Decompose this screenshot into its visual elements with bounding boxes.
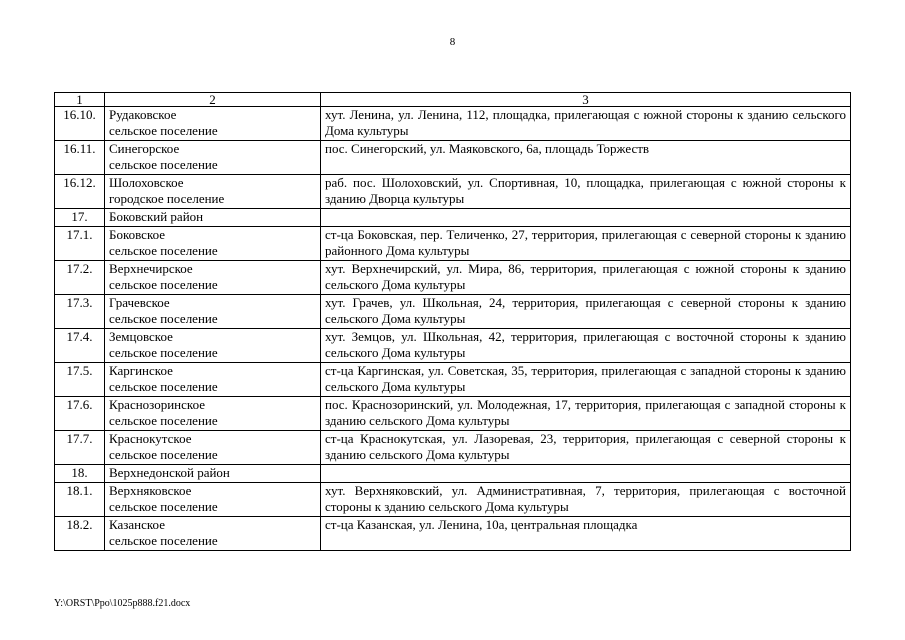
event-location-address: ст-ца Краснокутская, ул. Лазоревая, 23, территория, прилегающая с северной стороны к зданию сельского Дома культуры — [321, 431, 851, 465]
table-header-row — [55, 93, 851, 107]
row-number: 16.11. — [55, 141, 105, 175]
settlement-name-line: Каргинское — [109, 363, 173, 378]
table-row — [55, 431, 851, 465]
settlement-name — [105, 483, 321, 517]
settlement-name-line: сельское поселение — [109, 379, 218, 394]
table-row — [55, 209, 851, 227]
event-location-address: пос. Синегорский, ул. Маяковского, 6а, площадь Торжеств — [321, 141, 851, 175]
header-col-number: 1 — [55, 93, 105, 107]
header-col-address: 3 — [321, 93, 851, 107]
event-location-address: ст-ца Боковская, пер. Теличенко, 27, территория, прилегающая с северной стороны к зданию районного Дома культуры — [321, 227, 851, 261]
row-number: 16.12. — [55, 175, 105, 209]
row-number: 18.2. — [55, 517, 105, 551]
row-number: 17.5. — [55, 363, 105, 397]
table-row — [55, 227, 851, 261]
row-number: 17.6. — [55, 397, 105, 431]
settlement-name — [105, 431, 321, 465]
table-row — [55, 363, 851, 397]
settlement-name-line: Боковское — [109, 227, 166, 242]
row-number: 16.10. — [55, 107, 105, 141]
settlement-name — [105, 141, 321, 175]
settlement-name-line: сельское поселение — [109, 243, 218, 258]
row-number: 17.4. — [55, 329, 105, 363]
settlement-name-line: Грачевское — [109, 295, 170, 310]
settlement-name-line: Боковский район — [109, 209, 204, 224]
page-number: 8 — [449, 36, 456, 48]
row-number: 17.3. — [55, 295, 105, 329]
event-location-address — [321, 465, 851, 483]
row-number: 17. — [55, 209, 105, 227]
row-number: 17.2. — [55, 261, 105, 295]
settlement-name-line: Краснокутское — [109, 431, 192, 446]
settlement-name — [105, 329, 321, 363]
settlement-name-line: сельское поселение — [109, 311, 218, 326]
table-row — [55, 261, 851, 295]
table-row — [55, 107, 851, 141]
settlement-name — [105, 363, 321, 397]
event-location-address: ст-ца Казанская, ул. Ленина, 10а, центральная площадка — [321, 517, 851, 551]
table-row — [55, 517, 851, 551]
settlement-name-line: сельское поселение — [109, 447, 218, 462]
table-row — [55, 397, 851, 431]
settlement-name — [105, 465, 321, 483]
settlement-name-line: сельское поселение — [109, 277, 218, 292]
table-row — [55, 141, 851, 175]
settlement-name-line: Казанское — [109, 517, 165, 532]
settlement-name — [105, 517, 321, 551]
settlement-name-line: Верхняковское — [109, 483, 192, 498]
table-row — [55, 483, 851, 517]
settlement-name-line: Шолоховское — [109, 175, 184, 190]
settlement-name — [105, 107, 321, 141]
settlement-name-line: Синегорское — [109, 141, 180, 156]
event-location-address — [321, 209, 851, 227]
event-location-address: хут. Ленина, ул. Ленина, 112, площадка, прилегающая с южной стороны к зданию сельского Дома культуры — [321, 107, 851, 141]
row-number: 18. — [55, 465, 105, 483]
settlement-name — [105, 227, 321, 261]
row-number: 18.1. — [55, 483, 105, 517]
event-location-address: хут. Верхняковский, ул. Административная, 7, территория, прилегающая с восточной стороны к зданию сельского Дома культуры — [321, 483, 851, 517]
table-row — [55, 465, 851, 483]
settlement-name-line: сельское поселение — [109, 345, 218, 360]
table-row — [55, 175, 851, 209]
settlement-name — [105, 175, 321, 209]
table-row — [55, 329, 851, 363]
settlement-name-line: городское поселение — [109, 191, 225, 206]
event-location-address: раб. пос. Шолоховский, ул. Спортивная, 10, площадка, прилегающая с южной стороны к зданию Дворца культуры — [321, 175, 851, 209]
footer-file-path: Y:\ORST\Ppo\1025p888.f21.docx — [54, 598, 191, 609]
settlement-name-line: сельское поселение — [109, 123, 218, 138]
event-location-address: ст-ца Каргинская, ул. Советская, 35, территория, прилегающая с западной стороны к зданию сельского Дома культуры — [321, 363, 851, 397]
settlement-name-line: сельское поселение — [109, 413, 218, 428]
settlement-name-line: сельское поселение — [109, 499, 218, 514]
table-row — [55, 295, 851, 329]
settlement-name — [105, 295, 321, 329]
settlement-name — [105, 209, 321, 227]
event-location-address: пос. Краснозоринский, ул. Молодежная, 17, территория, прилегающая с западной стороны к зданию сельского Дома культуры — [321, 397, 851, 431]
event-location-address: хут. Грачев, ул. Школьная, 24, территория, прилегающая с северной стороны к зданию сельского Дома культуры — [321, 295, 851, 329]
settlement-name-line: Верхнедонской район — [109, 465, 230, 480]
row-number: 17.7. — [55, 431, 105, 465]
settlements-table — [54, 92, 851, 551]
settlement-name — [105, 261, 321, 295]
event-location-address: хут. Земцов, ул. Школьная, 42, территория, прилегающая с восточной стороны к зданию сельского Дома культуры — [321, 329, 851, 363]
settlement-name-line: Краснозоринское — [109, 397, 205, 412]
settlement-name — [105, 397, 321, 431]
settlement-name-line: сельское поселение — [109, 157, 218, 172]
settlement-name-line: Рудаковское — [109, 107, 177, 122]
event-location-address: хут. Верхнечирский, ул. Мира, 86, территория, прилегающая с южной стороны к зданию сельского Дома культуры — [321, 261, 851, 295]
header-col-settlement: 2 — [105, 93, 321, 107]
settlement-name-line: Земцовское — [109, 329, 173, 344]
settlement-name-line: сельское поселение — [109, 533, 218, 548]
row-number: 17.1. — [55, 227, 105, 261]
settlement-name-line: Верхнечирское — [109, 261, 193, 276]
